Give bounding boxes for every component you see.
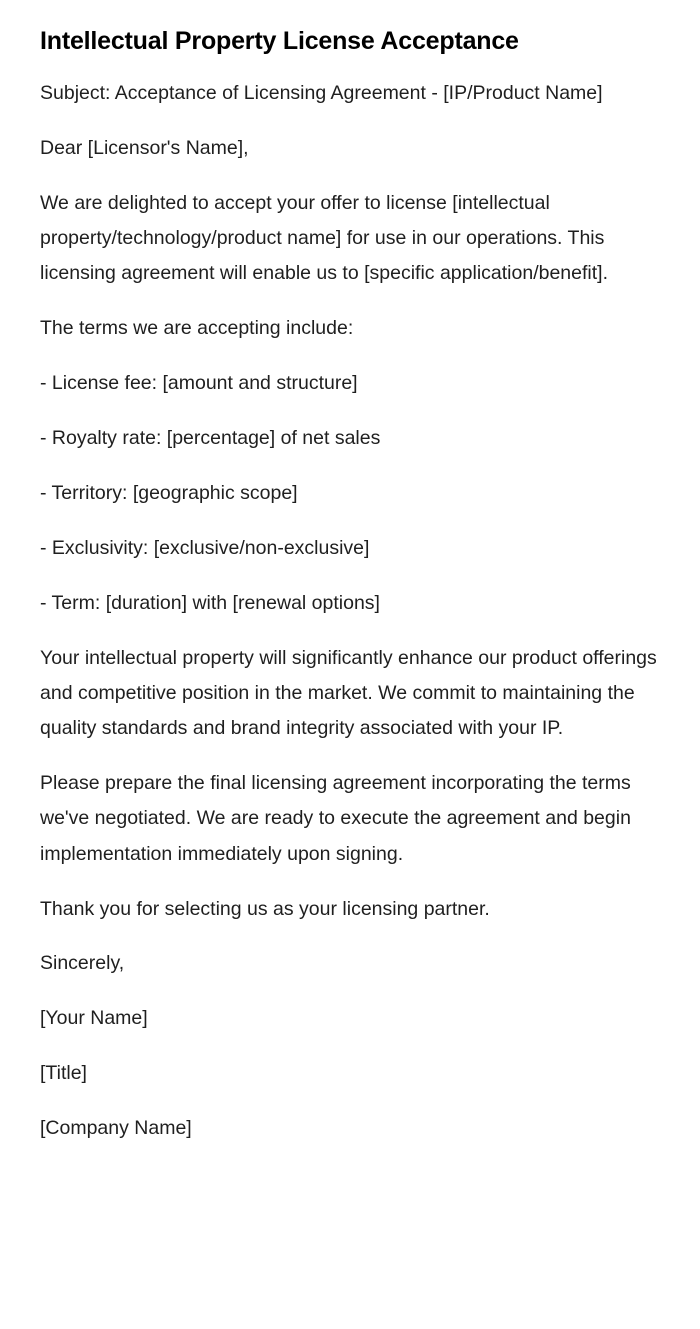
term-territory: - Territory: [geographic scope] bbox=[40, 481, 298, 504]
term-license-fee: - License fee: [amount and structure] bbox=[40, 372, 358, 395]
terms-heading: The terms we are accepting include: bbox=[40, 317, 354, 340]
body-paragraph-2: Please prepare the final licensing agreement incorporating the terms we've negotiated. We are ready to execute the agreement and begin implementation immediately upon signing. bbox=[40, 772, 631, 865]
term-duration: - Term: [duration] with [renewal options] bbox=[40, 591, 380, 614]
terms-list bbox=[40, 366, 660, 621]
intro-paragraph: We are delighted to accept your offer to license [intellectual property/technology/product name] for use in our operations. This licensing agreement will enable us to [specific application/benefit]. bbox=[40, 191, 608, 285]
signature-name: [Your Name] bbox=[40, 1007, 148, 1030]
subject-line: Subject: Acceptance of Licensing Agreement - [IP/Product Name] bbox=[40, 82, 603, 104]
document-title: Intellectual Property License Acceptance bbox=[40, 27, 519, 55]
term-exclusivity: - Exclusivity: [exclusive/non-exclusive] bbox=[40, 536, 370, 559]
signature-company: [Company Name] bbox=[40, 1117, 192, 1140]
salutation: Dear [Licensor's Name], bbox=[40, 136, 249, 159]
thanks-line: Thank you for selecting us as your licensing partner. bbox=[40, 897, 490, 920]
closing-line: Sincerely, bbox=[40, 952, 125, 975]
body-paragraph-1: Your intellectual property will significantly enhance our product offerings and competitive position in the market. We commit to maintaining the quality standards and brand integrity associated with your IP. bbox=[40, 646, 657, 740]
term-royalty-rate: - Royalty rate: [percentage] of net sales bbox=[40, 427, 381, 450]
signature-title: [Title] bbox=[40, 1062, 87, 1085]
